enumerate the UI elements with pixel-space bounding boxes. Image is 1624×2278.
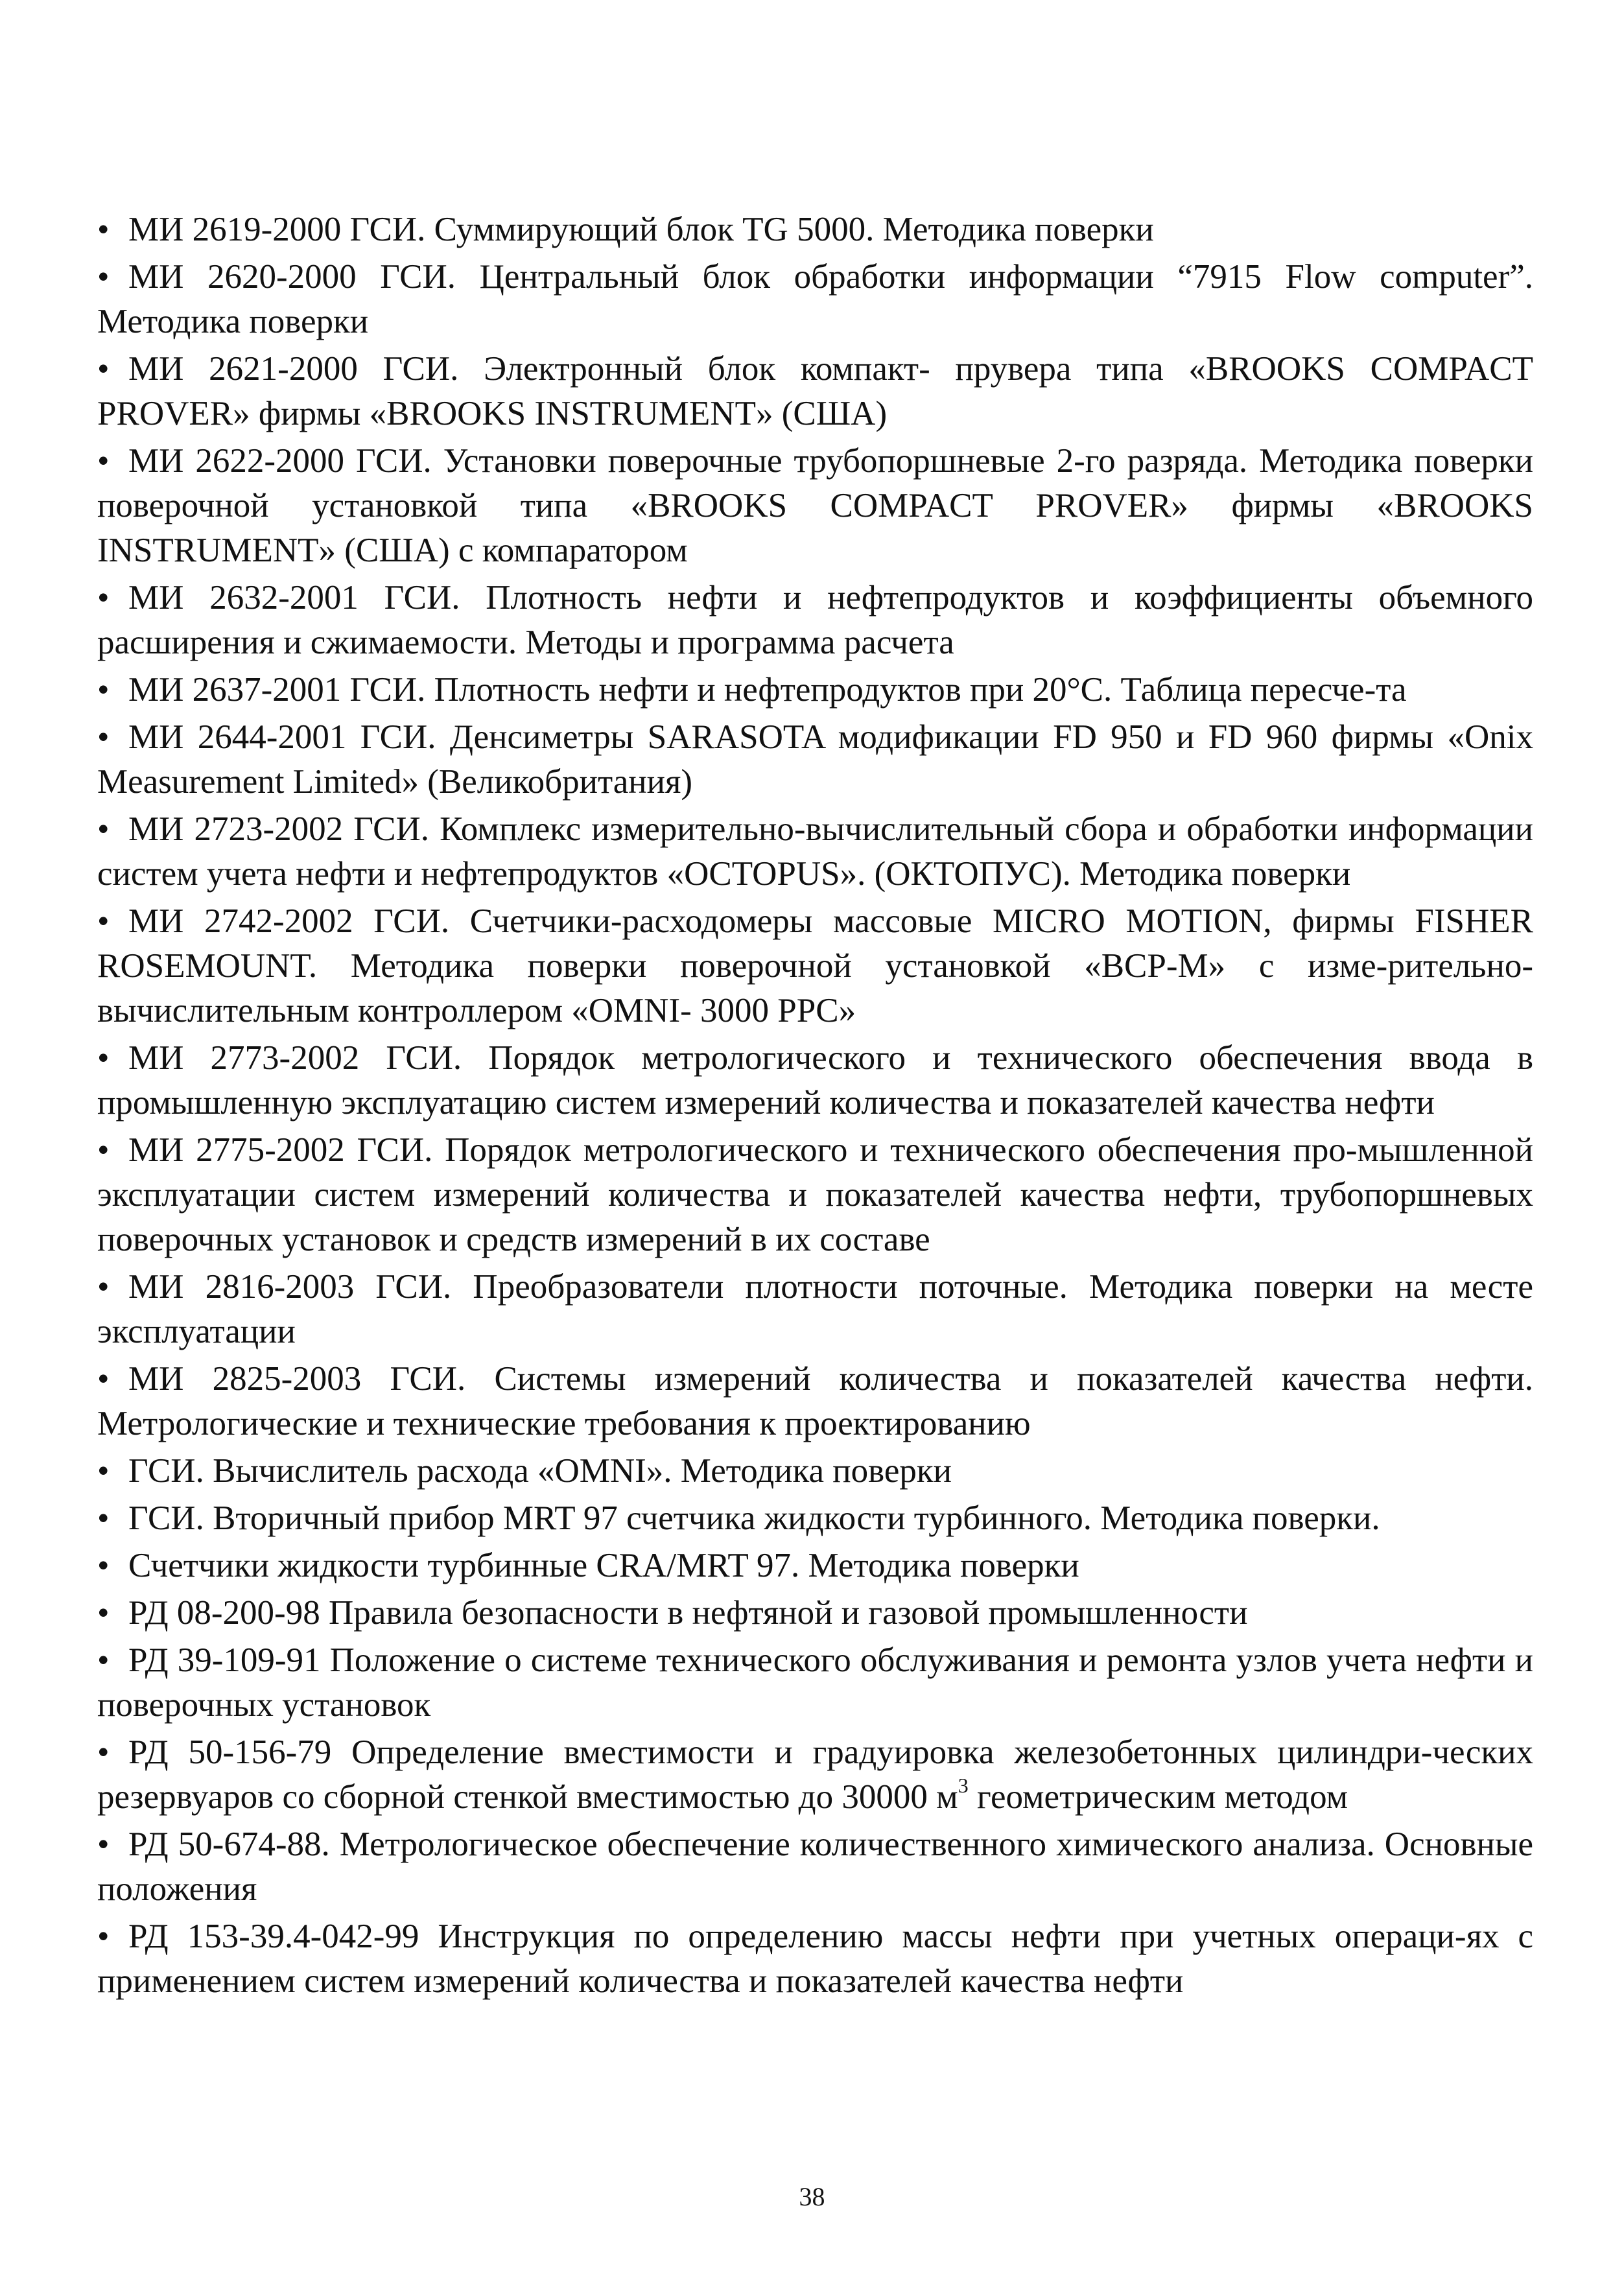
list-item-text: ГСИ. Вторичный прибор MRT 97 счетчика жидкости турбинного. Методика поверки.: [128, 1499, 1380, 1537]
list-item: [97, 1914, 1533, 2004]
list-item-text: РД 39-109-91 Положение о системе технического обслуживания и ремонта узлов учета нефти и поверочных установок: [97, 1641, 1533, 1724]
bullet-icon: •: [97, 442, 110, 480]
bullet-icon: •: [97, 1499, 110, 1537]
bullet-icon: •: [97, 1826, 110, 1863]
list-item: [97, 899, 1533, 1033]
list-item-text: МИ 2825-2003 ГСИ. Системы измерений количества и показателей качества нефти. Метрологические и технические требования к проектированию: [97, 1360, 1533, 1442]
list-item-text: ГСИ. Вычислитель расхода «OMNI». Методика поверки: [128, 1452, 952, 1490]
bullet-icon: •: [97, 902, 110, 940]
bullet-icon: •: [97, 1641, 110, 1679]
list-item: [97, 255, 1533, 344]
bullet-icon: •: [97, 810, 110, 848]
list-item-text: МИ 2620-2000 ГСИ. Центральный блок обработки информации “7915 Flow computer”. Методика поверки: [97, 258, 1533, 340]
list-item-text: РД 08-200-98 Правила безопасности в нефтяной и газовой промышленности: [128, 1594, 1248, 1632]
list-item-text: МИ 2742-2002 ГСИ. Счетчики-расходомеры массовые MICRO MOTION, фирмы FISHER ROSEMOUNT. Методика поверки поверочной установкой «ВСР-М» с изме-рительно-вычислительным контроллером «OMNI- 3000 PPC»: [97, 902, 1533, 1029]
bullet-icon: •: [97, 1131, 110, 1169]
list-item-text: Счетчики жидкости турбинные CRA/MRT 97. Методика поверки: [128, 1547, 1079, 1584]
list-item: [97, 1449, 1533, 1494]
list-item-text: МИ 2619-2000 ГСИ. Суммирующий блок TG 5000. Методика поверки: [128, 211, 1154, 248]
list-item-text: МИ 2723-2002 ГСИ. Комплекс измерительно-вычислительный сбора и обработки информации систем учета нефти и нефтепродуктов «OCTOPUS». (ОКТОПУС). Методика поверки: [97, 810, 1533, 893]
bullet-icon: •: [97, 1733, 110, 1771]
bullet-icon: •: [97, 211, 110, 248]
list-item-text: МИ 2622-2000 ГСИ. Установки поверочные трубопоршневые 2-го разряда. Методика поверки поверочной установкой типа «BROOKS COMPACT PROVER» фирмы «BROOKS INSTRUMENT» (США) с компаратором: [97, 442, 1533, 569]
list-item: [97, 1638, 1533, 1728]
bullet-icon: •: [97, 1594, 110, 1632]
list-item: [97, 439, 1533, 573]
bullet-icon: •: [97, 350, 110, 388]
superscript-text: 3: [958, 1774, 969, 1797]
list-item-text: МИ 2775-2002 ГСИ. Порядок метрологического и технического обеспечения про-мышленной эксплуатации систем измерений количества и показателей качества нефти, трубопоршневых поверочных установок и средств измерений в их составе: [97, 1131, 1533, 1258]
list-item-text: МИ 2644-2001 ГСИ. Денсиметры SARASOTA модификации FD 950 и FD 960 фирмы «Onix Measurement Limited» (Великобритания): [97, 718, 1533, 801]
bullet-icon: •: [97, 1452, 110, 1490]
list-item: [97, 207, 1533, 252]
list-item: [97, 1730, 1533, 1820]
bullet-icon: •: [97, 1547, 110, 1584]
list-item: [97, 576, 1533, 665]
list-item: [97, 1591, 1533, 1636]
list-item: [97, 1822, 1533, 1912]
list-item-text: МИ 2816-2003 ГСИ. Преобразователи плотности поточные. Методика поверки на месте эксплуатации: [97, 1268, 1533, 1350]
bullet-icon: •: [97, 671, 110, 709]
list-item-text: МИ 2621-2000 ГСИ. Электронный блок компакт- прувера типа «BROOKS COMPACT PROVER» фирмы «BROOKS INSTRUMENT» (США): [97, 350, 1533, 432]
list-item-text: РД 50-674-88. Метрологическое обеспечение количественного химического анализа. Основные положения: [97, 1826, 1533, 1908]
list-item: [97, 1357, 1533, 1446]
list-item: [97, 1496, 1533, 1541]
list-item: [97, 1128, 1533, 1262]
list-item: [97, 1544, 1533, 1588]
list-item: [97, 1036, 1533, 1125]
bullet-icon: •: [97, 1039, 110, 1077]
reference-list: [97, 207, 1533, 2006]
list-item: [97, 1265, 1533, 1354]
bullet-icon: •: [97, 718, 110, 756]
list-item-text: РД 153-39.4-042-99 Инструкция по определению массы нефти при учетных операци-ях с применением систем измерений количества и показателей качества нефти: [97, 1918, 1533, 2000]
bullet-icon: •: [97, 258, 110, 296]
list-item-text: МИ 2773-2002 ГСИ. Порядок метрологического и технического обеспечения ввода в промышленную эксплуатацию систем измерений количества и показателей качества нефти: [97, 1039, 1533, 1121]
list-item: [97, 715, 1533, 804]
list-item-text: МИ 2637-2001 ГСИ. Плотность нефти и нефтепродуктов при 20°С. Таблица пересче-та: [128, 671, 1407, 709]
list-item-text: РД 50-156-79 Определение вместимости и градуировка железобетонных цилиндри-ческих резервуаров со сборной стенкой вместимостью до 30000 м: [97, 1733, 1533, 1816]
list-item: [97, 807, 1533, 897]
list-item-text: МИ 2632-2001 ГСИ. Плотность нефти и нефтепродуктов и коэффициенты объемного расширения и сжимаемости. Методы и программа расчета: [97, 579, 1533, 661]
bullet-icon: •: [97, 1918, 110, 1955]
list-item: [97, 347, 1533, 436]
list-item-text-continued: геометрическим методом: [968, 1778, 1348, 1816]
bullet-icon: •: [97, 1360, 110, 1398]
list-item: [97, 668, 1533, 712]
page-number: 38: [799, 2182, 825, 2211]
bullet-icon: •: [97, 579, 110, 616]
bullet-icon: •: [97, 1268, 110, 1306]
